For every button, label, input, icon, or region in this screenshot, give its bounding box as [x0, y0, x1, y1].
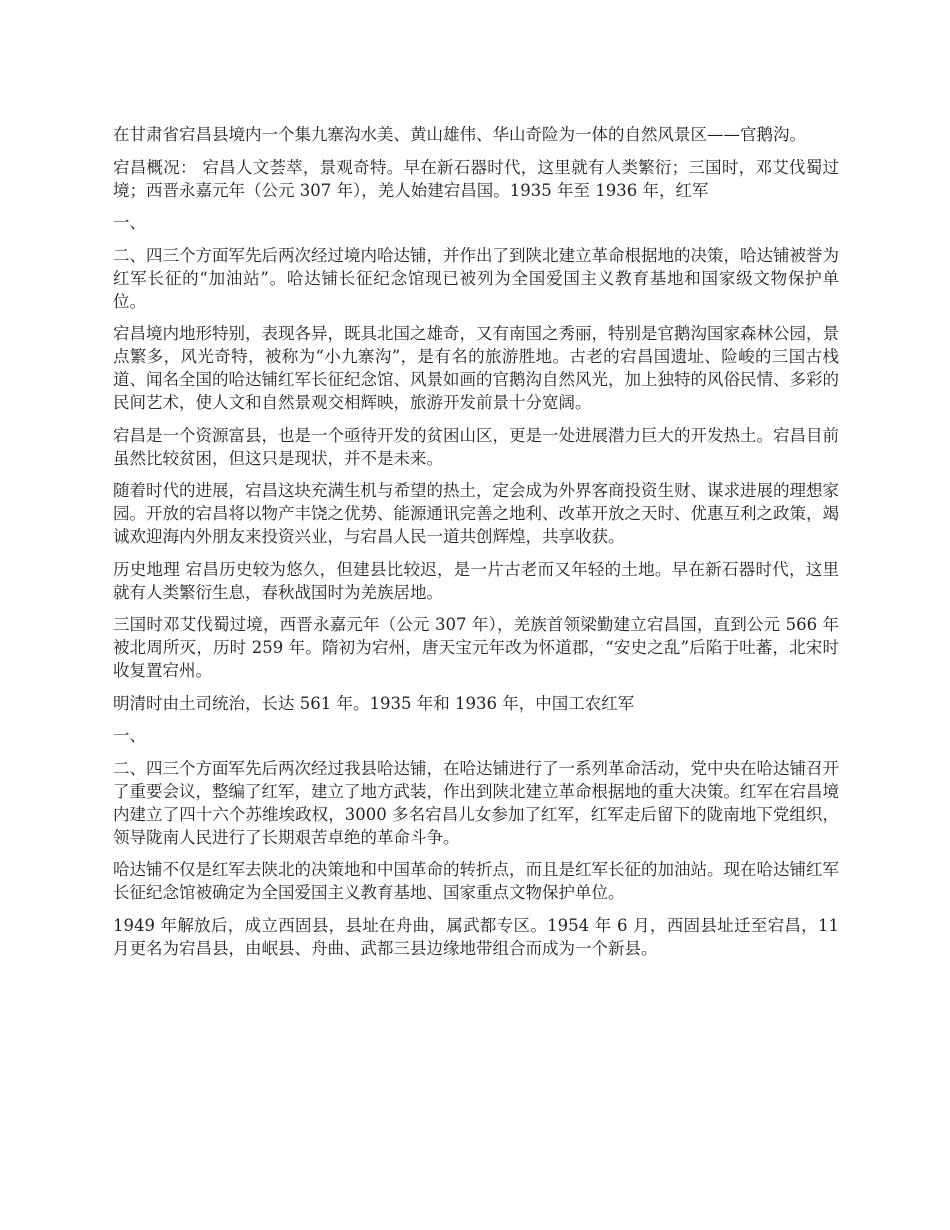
- paragraph-county-founding: 1949 年解放后，成立西固县，县址在舟曲，属武都专区。1954 年 6 月，西固县址迁至宕昌，11 月更名为宕昌县，由岷县、舟曲、武都三县边缘地带组合而成为一个新县。: [113, 915, 839, 958]
- paragraph-overview: 宕昌概况： 宕昌人文荟萃，景观奇特。早在新石器时代，这里就有人类繁衍；三国时，邓艾伐蜀过境；西晋永嘉元年（公元 307 年），羌人始建宕昌国。1935 年至 1936 年，红军: [113, 157, 839, 200]
- paragraph-hadapu-significance: 哈达铺不仅是红军去陕北的决策地和中国革命的转折点，而且是红军长征的加油站。现在哈达铺红军长征纪念馆被确定为全国爱国主义教育基地、国家重点文物保护单位。: [113, 860, 839, 902]
- document-page: [113, 123, 839, 969]
- paragraph-resources: 宕昌是一个资源富县，也是一个亟待开发的贫困山区，更是一处进展潜力巨大的开发热土。宕昌目前虽然比较贫困，但这只是现状，并不是未来。: [113, 425, 839, 468]
- paragraph-marker-one-second: 一、: [113, 726, 146, 745]
- paragraph-terrain: 宕昌境内地形特别，表现各异，既具北国之雄奇，又有南国之秀丽，特别是官鹅沟国家森林公园，景点繁多，风光奇特，被称为“小九寨沟”，是有名的旅游胜地。古老的宕昌国遗址、险峻的三国古栈道、闻名全国的哈达铺红军长征纪念馆、风景如画的官鹅沟自然风光，加上独特的风俗民情、多彩的民间艺术，使人文和自然景观交相辉映，旅游开发前景十分宽阔。: [113, 324, 839, 412]
- paragraph-ming-qing: 明清时由土司统治，长达 561 年。1935 年和 1936 年，中国工农红军: [113, 693, 635, 713]
- paragraph-history-geography: 历史地理 宕昌历史较为悠久，但建县比较迟，是一片古老而又年轻的土地。早在新石器时代，这里就有人类繁衍生息，春秋战国时为羌族居地。: [113, 559, 839, 602]
- paragraph-marker-one: 一、: [113, 213, 146, 232]
- paragraph-three-kingdoms: 三国时邓艾伐蜀过境，西晋永嘉元年（公元 307 年），羌族首领梁勤建立宕昌国，直到公元 566 年被北周所灭，历时 259 年。隋初为宕州，唐天宝元年改为怀道郡，“安史之乱”后陷于吐蕃，北宋时收复置宕州。: [113, 615, 839, 680]
- paragraph-hadapu-decision: 二、四三个方面军先后两次经过境内哈达铺，并作出了到陕北建立革命根据地的决策，哈达铺被誉为红军长征的“加油站”。哈达铺长征纪念馆现已被列为全国爱国主义教育基地和国家级文物保护单位。: [113, 245, 839, 311]
- paragraph-development: 随着时代的进展，宕昌这块充满生机与希望的热土，定会成为外界客商投资生财、谋求进展的理想家园。开放的宕昌将以物产丰饶之优势、能源通讯完善之地利、改革开放之天时、优惠互利之政策，竭诚欢迎海内外朋友来投资兴业，与宕昌人民一道共创辉煌，共享收获。: [113, 481, 839, 546]
- paragraph-intro: 在甘肃省宕昌县境内一个集九寨沟水美、黄山雄伟、华山奇险为一体的自然风景区——官鹅沟。: [113, 125, 806, 144]
- paragraph-red-army-activities: 二、四三个方面军先后两次经过我县哈达铺，在哈达铺进行了一系列革命活动，党中央在哈达铺召开了重要会议，整编了红军，建立了地方武装，作出到陕北建立革命根据地的重大决策。红军在宕昌境内建立了四十六个苏维埃政权，3000 多名宕昌儿女参加了红军，红军走后留下的陇南地下党组织，领导陇南人民进行了长期艰苦卓绝的革命斗争。: [113, 758, 839, 847]
